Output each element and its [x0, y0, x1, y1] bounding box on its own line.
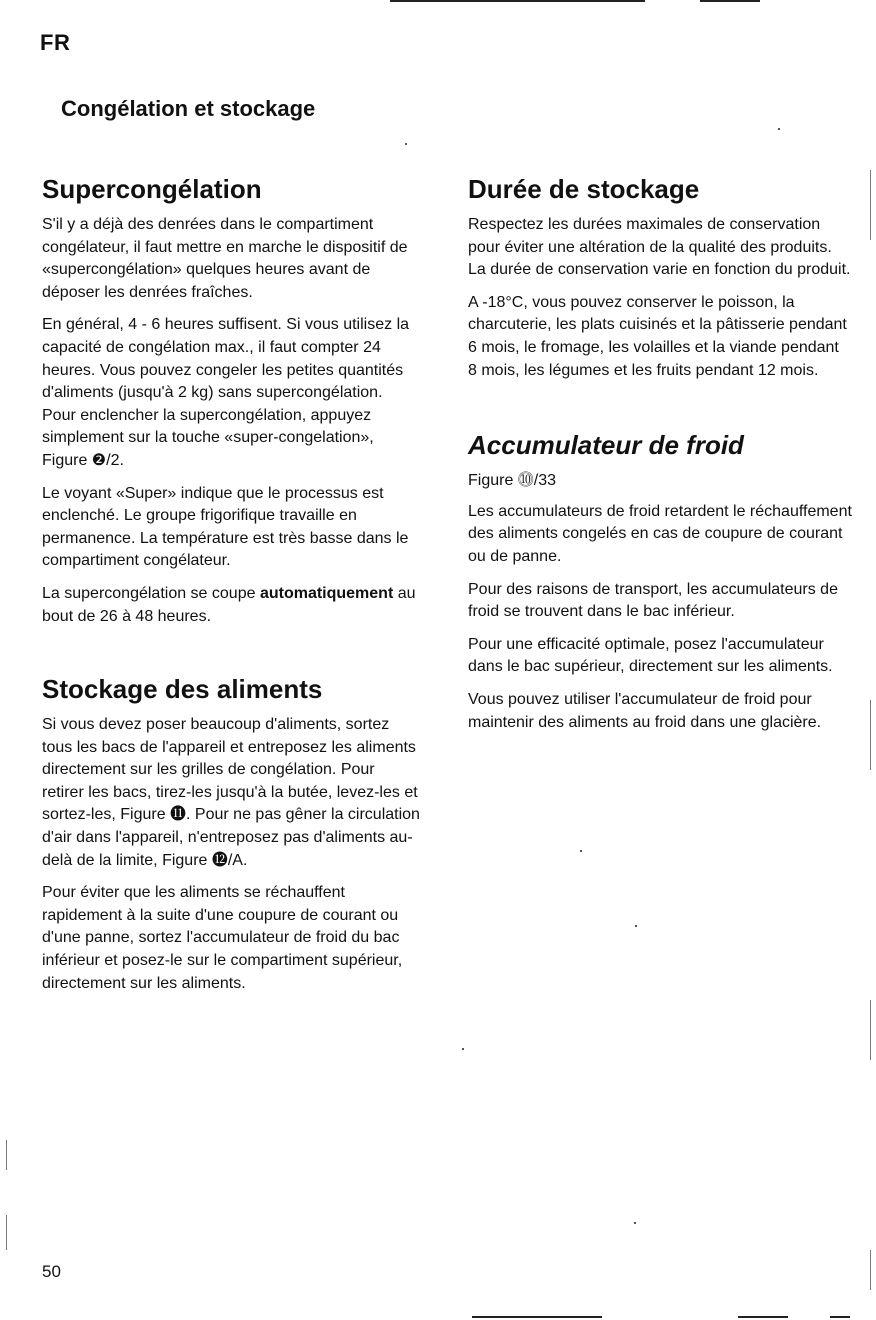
scan-speck: [580, 850, 582, 852]
scan-speck: [778, 128, 780, 130]
text-run: au bout de 26 à 48 heures.: [42, 584, 416, 625]
scan-speck: [462, 1048, 464, 1050]
text-run: La supercongélation se coupe: [42, 584, 260, 602]
bottom-edge-rule: [738, 1316, 788, 1318]
bottom-edge-rule: [830, 1316, 850, 1318]
paragraph: Pour éviter que les aliments se réchauffent rapidement à la suite d'une coupure de courant ou d'une panne, sortez l'accumulateur de froid du bac inférieur et posez-le sur le compartiment supérieur, directement sur les aliments.: [42, 884, 403, 992]
bottom-edge-rule: [472, 1316, 602, 1318]
paragraph: Respectez les durées maximales de conservation pour éviter une altération de la qualité des produits. La durée de conservation varie en fonction du produit.: [468, 216, 851, 279]
paragraph: Les accumulateurs de froid retardent le réchauffement des aliments congelés en cas de coupure de courant ou de panne.: [468, 502, 852, 565]
figure-reference: Figure ⓾/33: [468, 472, 557, 490]
margin-line: [870, 1000, 871, 1060]
section-title: Durée de stockage: [468, 174, 700, 204]
paragraph: Pour des raisons de transport, les accumulateurs de froid se trouvent dans le bac inférieur.: [468, 580, 838, 621]
emphasis-text: automatiquement: [259, 584, 394, 602]
scan-speck: [405, 143, 407, 145]
scan-speck: [635, 925, 637, 927]
section-title: Stockage des aliments: [42, 674, 323, 705]
margin-line: [870, 170, 871, 240]
section-title: Supercongélation: [42, 174, 262, 204]
section-accumulateur-froid: [468, 428, 852, 734]
margin-line: [6, 1140, 7, 1170]
paragraph-auto-off: [42, 583, 420, 628]
paragraph: Le voyant «Super» indique que le processus est enclenché. Le groupe frigorifique travaille en permanence. La température est très basse dans le compartiment congélateur.: [42, 484, 409, 570]
section-stockage-aliments: [42, 672, 420, 995]
section-duree-stockage: [468, 172, 852, 382]
left-column: [42, 172, 420, 1005]
paragraph: Vous pouvez utiliser l'accumulateur de froid pour maintenir des aliments au froid dans une glacière.: [468, 690, 822, 731]
page-number: 50: [42, 1262, 61, 1281]
paragraph: Pour une efficacité optimale, posez l'accumulateur dans le bac supérieur, directement sur les aliments.: [468, 635, 833, 676]
paragraph: A -18°C, vous pouvez conserver le poisson, la charcuterie, les plats cuisinés et la pâtisserie pendant 6 mois, le fromage, les volailles et la viande pendant 8 mois, les légumes et les fruits pendant 12 mois.: [468, 293, 847, 379]
chapter-title: Congélation et stockage: [61, 96, 316, 121]
top-edge-rule: [390, 0, 645, 2]
margin-line: [870, 700, 871, 770]
section-spacer: [42, 638, 420, 672]
margin-line: [870, 1250, 871, 1290]
section-supercongelation: [42, 172, 420, 628]
margin-line: [6, 1215, 7, 1250]
paragraph: Si vous devez poser beaucoup d'aliments, sortez tous les bacs de l'appareil et entreposez les aliments directement sur les grilles de congélation. Pour retirer les bacs, tirez-les jusqu'à la butée, levez-les et sortez-les, Figure ⓫. Pour ne pas gêner la circulation d'air dans l'appareil, n'entreposez pas d'aliments au-delà de la limite, Figure ⓬/A.: [42, 716, 420, 869]
language-label: FR: [40, 30, 71, 55]
right-column: [468, 172, 852, 744]
scan-speck: [634, 1222, 636, 1224]
section-spacer: [468, 392, 852, 428]
top-edge-rule: [700, 0, 760, 2]
paragraph: S'il y a déjà des denrées dans le compartiment congélateur, il faut mettre en marche le dispositif de «supercongélation» quelques heures avant de déposer les denrées fraîches.: [42, 216, 408, 301]
paragraph: En général, 4 - 6 heures suffisent. Si vous utilisez la capacité de congélation max., il faut compter 24 heures. Vous pouvez congeler les petites quantités d'aliments (jusqu'à 2 kg) sans supercongélation. Pour enclencher la supercongélation, appuyez simplement sur la touche «super-congelation», Figure ❷/2.: [42, 316, 410, 469]
section-title: Accumulateur de froid: [468, 430, 744, 461]
